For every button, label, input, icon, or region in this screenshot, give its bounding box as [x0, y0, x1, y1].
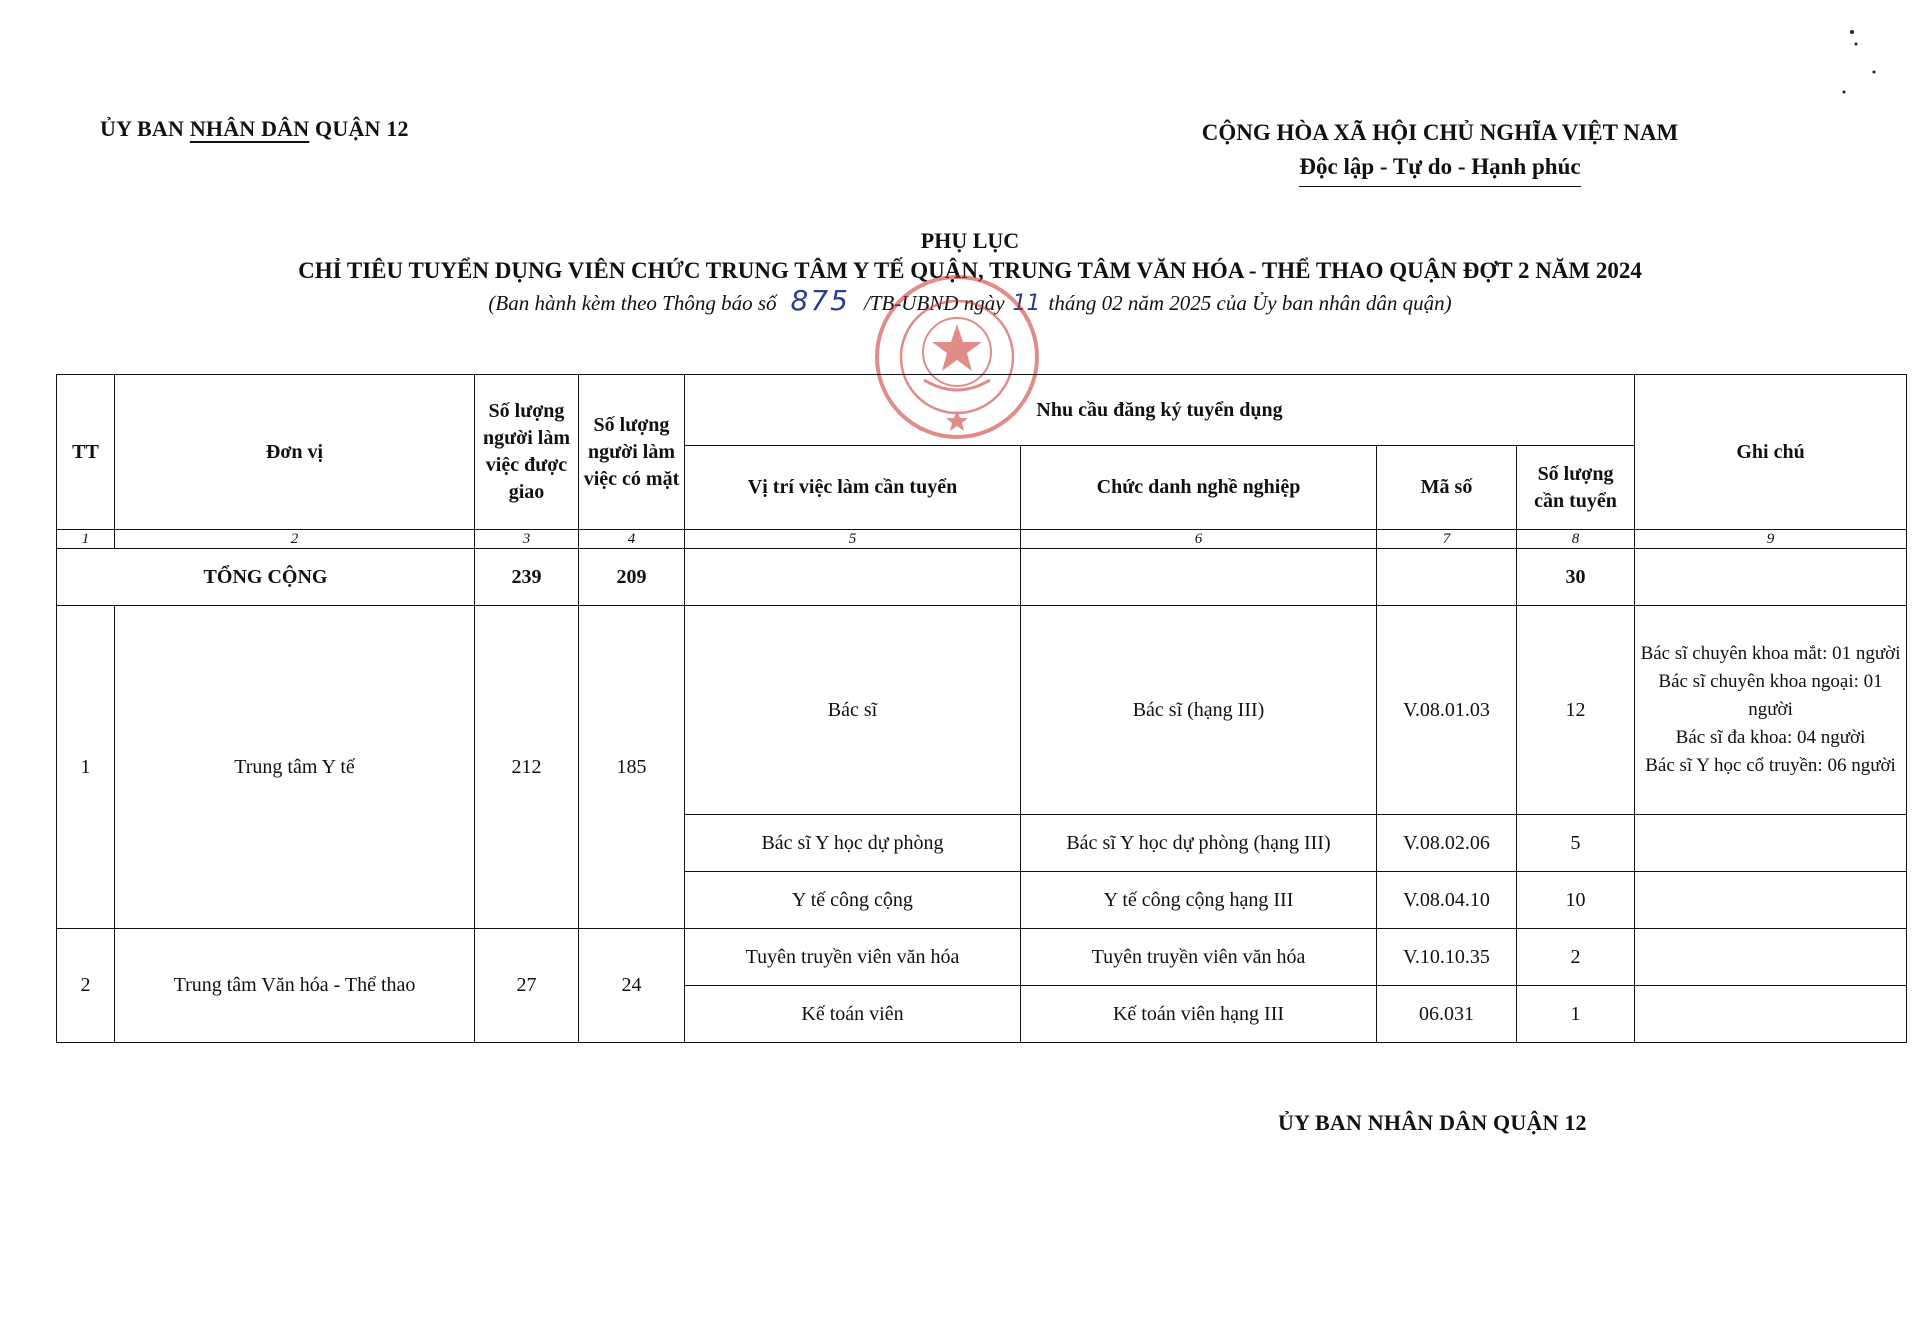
- header-quantity: Số lượng cần tuyển: [1517, 446, 1635, 530]
- unit-name: Trung tâm Y tế: [115, 606, 475, 929]
- header-unit: Đơn vị: [115, 375, 475, 530]
- unit-tt: 2: [57, 929, 115, 1043]
- quantity-cell: 10: [1517, 872, 1635, 929]
- code-cell: V.08.04.10: [1377, 872, 1517, 929]
- code-cell: V.10.10.35: [1377, 929, 1517, 986]
- position-cell: Bác sĩ Y học dự phòng: [685, 815, 1021, 872]
- code-cell: V.08.02.06: [1377, 815, 1517, 872]
- national-motto: Độc lập - Tự do - Hạnh phúc: [1299, 150, 1580, 187]
- unit-present: 24: [579, 929, 685, 1043]
- issuer-suffix: QUẬN 12: [309, 116, 409, 141]
- note-line: Bác sĩ chuyên khoa ngoại: 01 người: [1658, 671, 1883, 720]
- handwritten-doc-number: 875: [790, 284, 850, 317]
- total-quantity: 30: [1517, 549, 1635, 606]
- title-cell: Tuyên truyền viên văn hóa: [1021, 929, 1377, 986]
- unit-present: 185: [579, 606, 685, 929]
- column-index: 1: [57, 530, 115, 549]
- scan-specks-icon: [1830, 20, 1890, 110]
- column-index: 6: [1021, 530, 1377, 549]
- quantity-cell: 5: [1517, 815, 1635, 872]
- issuance-prefix: (Ban hành kèm theo Thông báo số: [488, 291, 777, 315]
- title-cell: Bác sĩ (hạng III): [1021, 606, 1377, 815]
- appendix-label: PHỤ LỤC: [920, 228, 1020, 253]
- table-row: [57, 929, 1907, 986]
- header-title: Chức danh nghề nghiệp: [1021, 446, 1377, 530]
- issuance-note: [200, 286, 1740, 319]
- column-index-row: [57, 530, 1907, 549]
- appendix-title: CHỈ TIÊU TUYỂN DỤNG VIÊN CHỨC TRUNG TÂM Y TẾ QUẬN, TRUNG TÂM VĂN HÓA - THỂ THAO QUẬN ĐỢT 2 NĂM 2024: [298, 258, 1642, 283]
- quantity-cell: 1: [1517, 986, 1635, 1043]
- total-empty: [1377, 549, 1517, 606]
- column-index: 4: [579, 530, 685, 549]
- header-assigned: Số lượng người làm việc được giao: [475, 375, 579, 530]
- header-code: Mã số: [1377, 446, 1517, 530]
- column-index: 2: [115, 530, 475, 549]
- total-empty: [685, 549, 1021, 606]
- issuer-underlined: NHÂN DÂN: [189, 116, 310, 141]
- header-note: Ghi chú: [1635, 375, 1907, 530]
- recruitment-table: [56, 374, 1907, 1043]
- title-cell: Y tế công cộng hạng III: [1021, 872, 1377, 929]
- position-cell: Kế toán viên: [685, 986, 1021, 1043]
- note-line: Bác sĩ chuyên khoa mắt: 01 người: [1640, 643, 1901, 664]
- note-cell-empty: [1635, 929, 1907, 986]
- signature-organization: ỦY BAN NHÂN DÂN QUẬN 12: [1278, 1110, 1587, 1135]
- note-cell-empty: [1635, 815, 1907, 872]
- unit-tt: 1: [57, 606, 115, 929]
- title-cell: Bác sĩ Y học dự phòng (hạng III): [1021, 815, 1377, 872]
- unit-assigned: 212: [475, 606, 579, 929]
- position-cell: Tuyên truyền viên văn hóa: [685, 929, 1021, 986]
- header-position: Vị trí việc làm cần tuyển: [685, 446, 1021, 530]
- total-present: 209: [579, 549, 685, 606]
- total-empty: [1021, 549, 1377, 606]
- code-cell: 06.031: [1377, 986, 1517, 1043]
- column-index: 7: [1377, 530, 1517, 549]
- note-cell-empty: [1635, 986, 1907, 1043]
- issuer-name: [100, 116, 409, 142]
- unit-name: Trung tâm Văn hóa - Thể thao: [115, 929, 475, 1043]
- code-cell: V.08.01.03: [1377, 606, 1517, 815]
- header-present: Số lượng người làm việc có mặt: [579, 375, 685, 530]
- table-header-row: [57, 375, 1907, 446]
- note-line: Bác sĩ Y học cổ truyền: 06 người: [1645, 755, 1896, 776]
- quantity-cell: 2: [1517, 929, 1635, 986]
- unit-assigned: 27: [475, 929, 579, 1043]
- position-cell: Y tế công cộng: [685, 872, 1021, 929]
- total-row: [57, 549, 1907, 606]
- national-header: [1160, 116, 1720, 187]
- column-index: 3: [475, 530, 579, 549]
- document-title-block: [200, 226, 1740, 319]
- issuance-suffix: tháng 02 năm 2025 của Ủy ban nhân dân quận): [1048, 291, 1452, 315]
- total-empty: [1635, 549, 1907, 606]
- column-index: 5: [685, 530, 1021, 549]
- note-line: Bác sĩ đa khoa: 04 người: [1675, 727, 1866, 748]
- table-row: [57, 606, 1907, 815]
- header-demand: Nhu cầu đăng ký tuyển dụng: [685, 375, 1635, 446]
- total-label: TỔNG CỘNG: [57, 549, 475, 606]
- country-name: CỘNG HÒA XÃ HỘI CHỦ NGHĨA VIỆT NAM: [1201, 120, 1679, 145]
- column-index: 8: [1517, 530, 1635, 549]
- note-cell-empty: [1635, 872, 1907, 929]
- issuance-mid: /TB-UBND ngày: [863, 291, 1005, 315]
- title-cell: Kế toán viên hạng III: [1021, 986, 1377, 1043]
- header-tt: TT: [57, 375, 115, 530]
- position-cell: Bác sĩ: [685, 606, 1021, 815]
- column-index: 9: [1635, 530, 1907, 549]
- note-cell: [1635, 606, 1907, 815]
- total-assigned: 239: [475, 549, 579, 606]
- issuer-prefix: ỦY BAN: [100, 116, 190, 141]
- handwritten-day: 11: [1012, 291, 1041, 316]
- quantity-cell: 12: [1517, 606, 1635, 815]
